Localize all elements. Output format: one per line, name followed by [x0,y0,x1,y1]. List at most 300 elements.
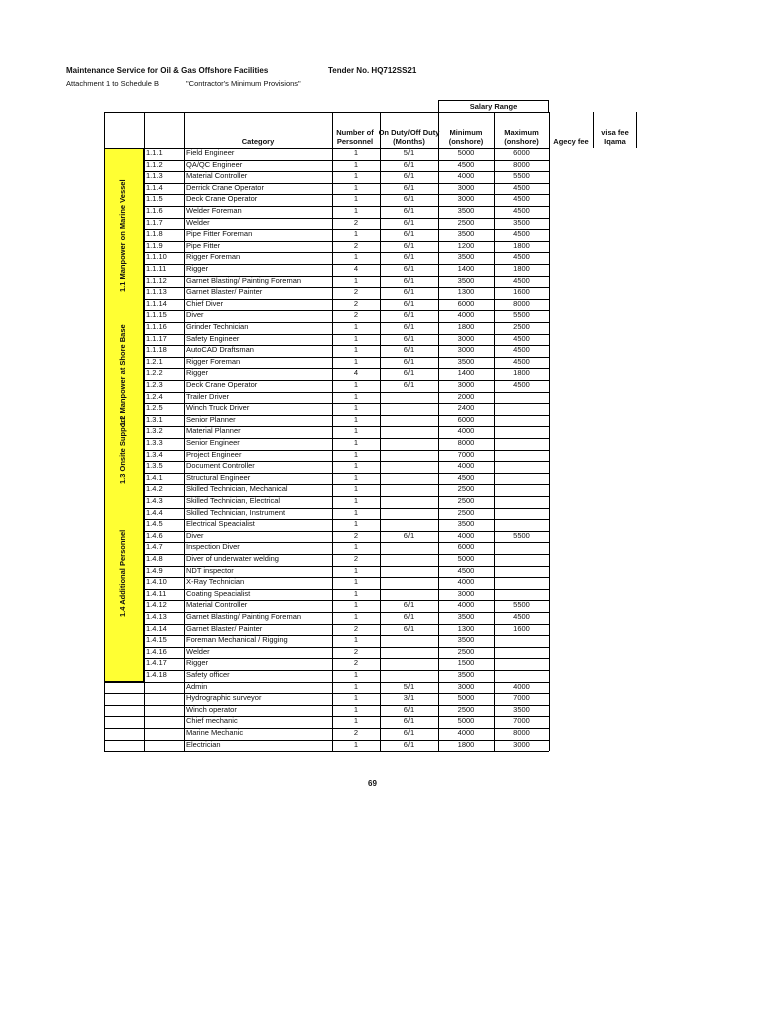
personnel-cell: 1 [353,159,359,169]
personnel-cell: 4 [353,264,359,273]
maximum-cell [494,483,549,495]
category-cell: Marine Mechanic [186,728,244,737]
minimum-cell: 2000 [457,391,475,401]
category-cell: Structural Engineer [186,472,251,482]
maximum-cell [494,437,549,449]
personnel-cell: 2 [353,623,359,633]
category-cell: Electrician [186,739,221,749]
maximum-cell: 1800 [513,240,530,250]
personnel-cell: 1 [353,449,359,459]
group-label: 1.3 Onsite Support [118,417,127,484]
personnel-cell: 2 [353,310,359,320]
category-cell: Rigger [186,264,209,273]
category-cell: Welder [186,217,210,227]
maximum-cell: 7000 [513,693,530,703]
category-cell: Rigger Foreman [186,252,241,262]
maximum-cell: 4000 [513,681,530,691]
duty-cell: 6/1 [403,333,415,343]
maximum-cell: 4500 [513,194,530,204]
minimum-cell: 3500 [457,229,475,239]
maximum-cell [494,576,549,588]
category-cell: Chief mechanic [186,716,238,726]
category-cell: Garnet Blasting/ Painting Foreman [186,612,302,621]
category-cell: Grinder Technician [186,322,249,331]
minimum-cell: 5000 [457,148,475,157]
personnel-cell: 1 [353,565,359,575]
minimum-cell: 1400 [457,264,475,273]
item-number: 1.2.1 [146,356,163,366]
duty-cell [380,553,438,565]
duty-cell: 6/1 [403,600,415,610]
category-cell: NDT inspector [186,565,234,575]
maximum-cell [494,425,549,437]
maximum-cell: 4500 [513,612,530,621]
maximum-cell: 7000 [513,716,530,726]
provisions-text: "Contractor's Minimum Provisions" [186,79,301,88]
personnel-cell: 2 [353,298,359,308]
duty-cell: 6/1 [403,206,415,215]
duty-cell [380,588,438,600]
minimum-cell: 3000 [457,182,475,192]
item-number [144,704,186,716]
maximum-cell [494,634,549,646]
category-cell: Material Planner [186,426,241,436]
duty-cell: 6/1 [403,264,415,273]
item-number: 1.1.17 [146,333,167,343]
minimum-cell: 3000 [457,333,475,343]
category-cell: Pipe Fitter [186,240,221,250]
category-cell: Deck Crane Operator [186,194,258,204]
duty-cell: 6/1 [403,182,415,192]
page-number: 69 [368,779,377,788]
personnel-cell: 1 [353,577,359,587]
minimum-cell: 1400 [457,368,475,378]
category-cell: Document Controller [186,461,255,471]
personnel-cell: 2 [353,287,359,297]
table-top-border [104,112,549,113]
category-cell: Inspection Diver [186,542,240,552]
maximum-cell [494,449,549,461]
category-cell: Chief Diver [186,298,224,308]
minimum-cell: 3500 [457,252,475,262]
item-number: 1.1.14 [146,298,167,308]
item-number: 1.1.12 [146,275,167,285]
item-number: 1.4.4 [146,507,163,517]
category-cell: Project Engineer [186,449,242,459]
personnel-cell: 1 [353,171,359,181]
minimum-cell: 1800 [457,739,475,749]
personnel-cell: 1 [353,496,359,505]
duty-cell [380,576,438,588]
category-cell: Deck Crane Operator [186,380,258,389]
maximum-cell: 4500 [513,333,530,343]
minimum-cell: 4500 [457,565,475,575]
minimum-cell: 6000 [457,414,475,424]
maximum-cell: 3000 [513,739,530,749]
minimum-cell: 6000 [457,298,475,308]
minimum-cell: 3500 [457,275,475,285]
category-cell: AutoCAD Draftsman [186,345,254,355]
category-cell: Winch operator [186,704,237,714]
duty-cell [380,657,438,669]
minimum-cell: 3500 [457,635,475,645]
personnel-cell: 1 [353,438,359,447]
personnel-cell: 1 [353,681,359,691]
item-number [144,681,186,693]
duty-cell [380,414,438,426]
personnel-cell: 1 [353,252,359,262]
personnel-cell: 1 [353,391,359,401]
column-header-minimum: Minimum (onshore) [448,128,484,146]
maximum-cell: 8000 [513,298,530,308]
category-cell: Welder Foreman [186,206,242,215]
duty-cell: 5/1 [403,148,415,157]
personnel-cell: 1 [353,426,359,436]
duty-cell: 6/1 [403,728,415,737]
duty-cell [380,437,438,449]
maximum-cell [494,402,549,414]
minimum-cell: 1200 [457,240,475,250]
maximum-cell [494,472,549,484]
category-cell: X-Ray Technician [186,577,245,587]
item-number: 1.4.9 [146,565,163,575]
category-cell: Admin [186,681,208,691]
category-cell: Garnet Blaster/ Painter [186,623,263,633]
minimum-cell: 2500 [457,646,475,656]
duty-cell: 6/1 [403,159,415,169]
minimum-cell: 1500 [457,658,475,668]
item-number [144,739,186,751]
personnel-cell: 1 [353,542,359,552]
minimum-cell: 2500 [457,496,475,505]
personnel-cell: 1 [353,507,359,517]
personnel-cell: 2 [353,728,359,737]
minimum-cell: 6000 [457,542,475,552]
maximum-cell: 1600 [513,287,530,297]
personnel-cell: 2 [353,646,359,656]
category-cell: Field Engineer [186,148,235,157]
maximum-cell: 4500 [513,182,530,192]
item-number: 1.4.11 [146,588,167,598]
category-cell: Winch Truck Driver [186,403,250,413]
item-number [144,692,186,704]
duty-cell: 6/1 [403,368,415,378]
item-number: 1.4.1 [146,472,163,482]
item-number: 1.1.2 [146,159,163,169]
category-cell: Diver of underwater welding [186,554,279,563]
maximum-cell [494,657,549,669]
item-number: 1.3.3 [146,438,163,447]
minimum-cell: 3000 [457,588,475,598]
category-cell: Electrical Speacialist [186,519,255,529]
personnel-cell: 1 [353,182,359,192]
duty-cell: 6/1 [403,252,415,262]
personnel-cell: 2 [353,217,359,227]
item-number: 1.1.18 [146,345,167,355]
duty-cell: 6/1 [403,612,415,621]
maximum-cell: 3500 [513,704,530,714]
personnel-cell: 1 [353,588,359,598]
minimum-cell: 4000 [457,728,475,737]
duty-cell: 6/1 [403,530,415,540]
category-cell: Derrick Crane Operator [186,182,264,192]
maximum-cell: 1800 [513,368,530,378]
duty-cell: 6/1 [403,229,415,239]
col-divider [549,112,550,751]
maximum-cell [494,669,549,681]
minimum-cell: 4000 [457,310,475,320]
maximum-cell: 5500 [513,310,530,320]
personnel-cell: 1 [353,148,359,157]
duty-cell [380,541,438,553]
minimum-cell: 3500 [457,356,475,366]
maximum-cell [494,541,549,553]
minimum-cell: 8000 [457,438,475,447]
item-number: 1.3.4 [146,449,163,459]
duty-cell [380,518,438,530]
item-number: 1.3.5 [146,461,163,471]
item-number: 1.1.11 [146,264,167,273]
minimum-cell: 2400 [457,403,475,413]
category-cell: Skilled Technician, Mechanical [186,484,288,494]
personnel-cell: 1 [353,519,359,529]
maximum-cell: 4500 [513,275,530,285]
duty-cell: 6/1 [403,171,415,181]
item-number: 1.1.7 [146,217,163,227]
duty-cell: 6/1 [403,310,415,320]
minimum-cell: 1300 [457,623,475,633]
minimum-cell: 2500 [457,484,475,494]
category-cell: Diver [186,530,204,540]
item-number: 1.4.6 [146,530,163,540]
item-number: 1.3.1 [146,414,163,424]
minimum-cell: 3500 [457,612,475,621]
minimum-cell: 5000 [457,693,475,703]
duty-cell [380,669,438,681]
col-divider [104,112,105,751]
personnel-cell: 1 [353,322,359,331]
minimum-cell: 2500 [457,704,475,714]
category-cell: Senior Planner [186,414,236,424]
category-cell: Skilled Technician, Electrical [186,496,281,505]
maximum-cell: 4500 [513,380,530,389]
maximum-cell: 4500 [513,345,530,355]
item-number: 1.4.12 [146,600,167,610]
duty-cell [380,565,438,577]
duty-cell: 6/1 [403,345,415,355]
maximum-cell [494,391,549,403]
minimum-cell: 5000 [457,554,475,563]
column-header-maximum: Maximum (onshore) [504,128,539,146]
maximum-cell: 4500 [513,252,530,262]
maximum-cell [494,414,549,426]
category-cell: Diver [186,310,204,320]
item-number: 1.1.13 [146,287,167,297]
duty-cell [380,495,438,507]
item-number: 1.4.5 [146,519,163,529]
category-cell: Trailer Driver [186,391,230,401]
maximum-cell [494,460,549,472]
attachment-text: Attachment 1 to Schedule B [66,79,159,88]
category-cell: Material Controller [186,171,248,181]
item-number: 1.4.15 [146,635,167,645]
duty-cell [380,634,438,646]
item-number: 1.1.6 [146,206,163,215]
personnel-cell: 2 [353,554,359,563]
item-number: 1.2.5 [146,403,163,413]
group-label: 1.1 Manpower on Marine Vessel [118,179,127,293]
maximum-cell [494,507,549,519]
personnel-cell: 1 [353,206,359,215]
minimum-cell: 3000 [457,194,475,204]
item-number: 1.4.3 [146,496,163,505]
duty-cell: 6/1 [403,298,415,308]
maximum-cell: 1800 [513,264,530,273]
minimum-cell: 3000 [457,345,475,355]
maximum-cell: 3500 [513,217,530,227]
title-text: Maintenance Service for Oil & Gas Offshore Facilities [66,66,269,75]
duty-cell: 6/1 [403,322,415,331]
minimum-cell: 4000 [457,600,475,610]
maximum-cell: 1600 [513,623,530,633]
maximum-cell: 4500 [513,206,530,215]
item-number: 1.4.2 [146,484,163,494]
duty-cell [380,391,438,403]
minimum-cell: 4000 [457,461,475,471]
column-header-duty: On Duty/Off Duty (Months) [378,128,440,146]
duty-cell: 6/1 [403,356,415,366]
category-cell: Pipe Fitter Foreman [186,229,253,239]
duty-cell: 6/1 [403,704,415,714]
item-number: 1.4.8 [146,554,163,563]
row-divider [104,751,549,752]
category-cell: Foreman Mechanical / Rigging [186,635,288,645]
minimum-cell: 1300 [457,287,475,297]
duty-cell [380,449,438,461]
personnel-cell: 1 [353,600,359,610]
duty-cell [380,646,438,658]
item-number: 1.1.1 [146,148,163,157]
item-number: 1.2.2 [146,368,163,378]
item-number: 1.1.8 [146,229,163,239]
column-header-personnel: Number of Personnel [336,128,374,146]
duty-cell [380,460,438,472]
maximum-cell [494,646,549,658]
minimum-cell: 2500 [457,217,475,227]
category-cell: QA/QC Engineer [186,159,243,169]
personnel-cell: 1 [353,739,359,749]
category-cell: Material Controller [186,600,248,610]
maximum-cell: 4500 [513,229,530,239]
maximum-cell [494,553,549,565]
personnel-cell: 1 [353,716,359,726]
minimum-cell: 4000 [457,426,475,436]
category-cell: Rigger [186,368,209,378]
category-cell: Welder [186,646,210,656]
maximum-cell: 6000 [513,148,530,157]
duty-cell [380,472,438,484]
personnel-cell: 2 [353,658,359,668]
category-cell: Garnet Blasting/ Painting Foreman [186,275,302,285]
minimum-cell: 4500 [457,472,475,482]
duty-cell [380,402,438,414]
item-number: 1.4.14 [146,623,167,633]
maximum-cell: 5500 [513,530,530,540]
duty-cell: 6/1 [403,739,415,749]
personnel-cell: 1 [353,693,359,703]
item-number: 1.1.16 [146,322,167,331]
minimum-cell: 4000 [457,171,475,181]
item-number: 1.1.3 [146,171,163,181]
item-number: 1.4.10 [146,577,167,587]
personnel-cell: 1 [353,612,359,621]
personnel-cell: 1 [353,403,359,413]
salary-range-header: Salary Range [438,100,549,112]
duty-cell: 6/1 [403,217,415,227]
maximum-cell [494,565,549,577]
category-cell: Senior Engineer [186,438,240,447]
minimum-cell: 3000 [457,380,475,389]
personnel-cell: 1 [353,345,359,355]
minimum-cell: 3500 [457,206,475,215]
duty-cell: 6/1 [403,275,415,285]
minimum-cell: 1800 [457,322,475,331]
maximum-cell: 2500 [513,322,530,331]
duty-cell: 6/1 [403,240,415,250]
personnel-cell: 1 [353,472,359,482]
personnel-cell: 1 [353,333,359,343]
maximum-cell: 4500 [513,356,530,366]
group-label: 1.4 Additional Personnel [118,529,127,618]
item-number: 1.1.10 [146,252,167,262]
minimum-cell: 7000 [457,449,475,459]
duty-cell: 5/1 [403,681,415,691]
item-number: 1.3.2 [146,426,163,436]
item-number: 1.1.9 [146,240,163,250]
minimum-cell: 3000 [457,681,475,691]
minimum-cell: 4000 [457,577,475,587]
personnel-cell: 1 [353,194,359,204]
personnel-cell: 1 [353,461,359,471]
duty-cell: 6/1 [403,623,415,633]
duty-cell: 6/1 [403,287,415,297]
item-number: 1.4.7 [146,542,163,552]
maximum-cell: 8000 [513,728,530,737]
duty-cell: 6/1 [403,380,415,389]
category-cell: Skilled Technician, Instrument [186,507,286,517]
column-header-visa-fee: visa fee Iqama [601,128,629,146]
item-number [144,715,186,727]
personnel-cell: 1 [353,356,359,366]
duty-cell [380,507,438,519]
minimum-cell: 4500 [457,159,475,169]
maximum-cell: 5500 [513,600,530,610]
category-cell: Coating Speacialist [186,588,251,598]
duty-cell: 6/1 [403,716,415,726]
personnel-cell: 1 [353,229,359,239]
item-number: 1.4.13 [146,612,167,621]
category-cell: Rigger [186,658,209,668]
item-number: 1.1.15 [146,310,167,320]
document-subtitle [66,79,301,88]
item-number: 1.1.5 [146,194,163,204]
category-cell: Rigger Foreman [186,356,241,366]
minimum-cell: 4000 [457,530,475,540]
minimum-cell: 3500 [457,670,475,679]
category-cell: Safety Engineer [186,333,240,343]
personnel-cell: 1 [353,380,359,389]
item-number: 1.4.17 [146,658,167,668]
